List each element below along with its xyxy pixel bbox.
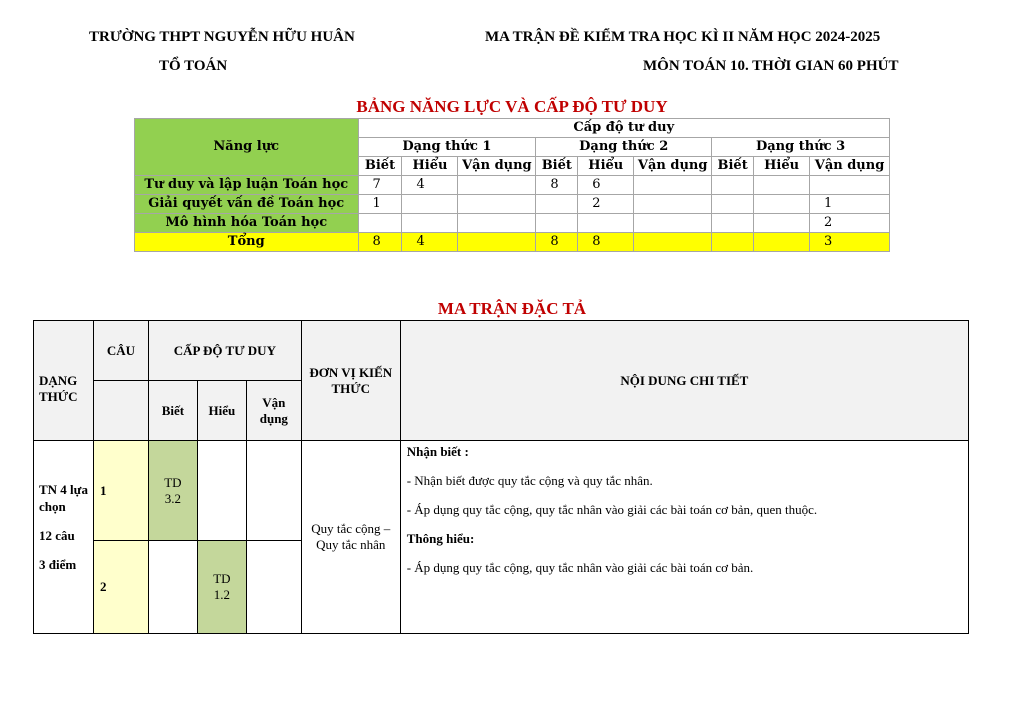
van-dung-cell <box>246 541 301 634</box>
don-vi-cell: Quy tắc cộng – Quy tắc nhân <box>301 441 400 634</box>
cell: 4 <box>402 233 458 252</box>
biet-cell <box>148 541 197 634</box>
nhan-biet-heading: Nhận biết : <box>406 444 469 459</box>
thong-hieu-heading: Thông hiểu: <box>406 531 475 546</box>
dang-thuc-line: 3 điểm <box>39 557 77 572</box>
row-label: Giải quyết vấn đề Toán học <box>135 195 359 214</box>
cell <box>810 176 890 195</box>
cell <box>712 214 754 233</box>
biet-cell: TD 3.2 <box>148 441 197 541</box>
level-hieu: Hiểu <box>402 157 458 176</box>
row-label: Mô hình hóa Toán học <box>135 214 359 233</box>
cell <box>634 176 712 195</box>
van-dung-cell <box>246 441 301 541</box>
level-biet: Biết <box>536 157 578 176</box>
table2-title: MA TRẬN ĐẶC TẢ <box>437 299 587 318</box>
header-cap-do-tu-duy: CẤP ĐỘ TƯ DUY <box>148 321 301 381</box>
subject-line: MÔN TOÁN 10. THỜI GIAN 60 PHÚT <box>643 58 899 74</box>
cell: 2 <box>810 214 890 233</box>
level-hieu: Hiểu <box>578 157 634 176</box>
cell <box>458 176 536 195</box>
cell <box>712 176 754 195</box>
table1-title: BẢNG NĂNG LỰC VÀ CẤP ĐỘ TƯ DUY <box>356 97 668 116</box>
header-dang-thuc: DẠNG THỨC <box>34 321 94 441</box>
header-noi-dung: NỘI DUNG CHI TIẾT <box>400 321 968 441</box>
table-row <box>135 195 890 214</box>
table-row <box>135 176 890 195</box>
thong-hieu-item: - Áp dụng quy tắc cộng, quy tắc nhân vào giải các bài toán cơ bản. <box>406 560 754 575</box>
cell: 3 <box>810 233 890 252</box>
table-row <box>34 441 969 541</box>
cell <box>578 214 634 233</box>
cell <box>754 195 810 214</box>
cell: 1 <box>358 195 402 214</box>
cell: 8 <box>578 233 634 252</box>
level-van-dung: Vận dụng <box>634 157 712 176</box>
exam-title: MA TRẬN ĐỀ KIỂM TRA HỌC KÌ II NĂM HỌC 2024-2025 <box>485 29 881 45</box>
hieu-cell: TD 1.2 <box>197 541 246 634</box>
total-row <box>135 233 890 252</box>
hieu-cell <box>197 441 246 541</box>
cau-number: 2 <box>93 541 148 634</box>
cell <box>754 233 810 252</box>
cell <box>634 214 712 233</box>
cell <box>634 233 712 252</box>
level-van-dung: Vận dụng <box>458 157 536 176</box>
department-name: TỔ TOÁN <box>159 58 228 74</box>
header-dang-thuc-2: Dạng thức 2 <box>536 138 712 157</box>
header-don-vi: ĐƠN VỊ KIẾN THỨC <box>301 321 400 441</box>
total-label: Tổng <box>135 233 359 252</box>
level-biet: Biết <box>712 157 754 176</box>
cell <box>458 214 536 233</box>
cell <box>712 233 754 252</box>
cell <box>634 195 712 214</box>
row-label: Tư duy và lập luận Toán học <box>135 176 359 195</box>
cell: 8 <box>536 233 578 252</box>
cell: 6 <box>578 176 634 195</box>
cell <box>358 214 402 233</box>
cell <box>536 195 578 214</box>
header-cau-blank <box>93 381 148 441</box>
cell: 4 <box>402 176 458 195</box>
header-dang-thuc-1: Dạng thức 1 <box>358 138 536 157</box>
table-row <box>135 214 890 233</box>
level-hieu: Hiểu <box>754 157 810 176</box>
header-biet: Biết <box>148 381 197 441</box>
header-van-dung: Vận dụng <box>246 381 301 441</box>
cell <box>536 214 578 233</box>
level-van-dung: Vận dụng <box>810 157 890 176</box>
dang-thuc-line: TN 4 lựa chọn <box>39 482 88 514</box>
header-nang-luc: Năng lực <box>135 119 359 176</box>
cell: 7 <box>358 176 402 195</box>
level-biet: Biết <box>358 157 402 176</box>
dang-thuc-line: 12 câu <box>39 528 75 543</box>
nhan-biet-item: - Áp dụng quy tắc cộng, quy tắc nhân vào giải các bài toán cơ bản, quen thuộc. <box>406 502 818 517</box>
header-cap-do: Cấp độ tư duy <box>358 119 890 138</box>
header-dang-thuc-3: Dạng thức 3 <box>712 138 890 157</box>
noi-dung-cell <box>400 441 968 634</box>
nhan-biet-item: - Nhận biết được quy tắc cộng và quy tắc nhân. <box>406 473 653 488</box>
cell: 2 <box>578 195 634 214</box>
specification-table <box>33 320 969 634</box>
header-cau: CÂU <box>93 321 148 381</box>
cell <box>754 214 810 233</box>
dang-thuc-cell <box>34 441 94 634</box>
cell <box>754 176 810 195</box>
cell <box>458 233 536 252</box>
cell: 8 <box>536 176 578 195</box>
cell <box>458 195 536 214</box>
cell <box>402 214 458 233</box>
competency-table <box>134 118 890 252</box>
header-hieu: Hiểu <box>197 381 246 441</box>
cell <box>712 195 754 214</box>
cau-number: 1 <box>93 441 148 541</box>
cell: 1 <box>810 195 890 214</box>
cell: 8 <box>358 233 402 252</box>
school-name: TRƯỜNG THPT NGUYỄN HỮU HUÂN <box>89 29 355 45</box>
cell <box>402 195 458 214</box>
